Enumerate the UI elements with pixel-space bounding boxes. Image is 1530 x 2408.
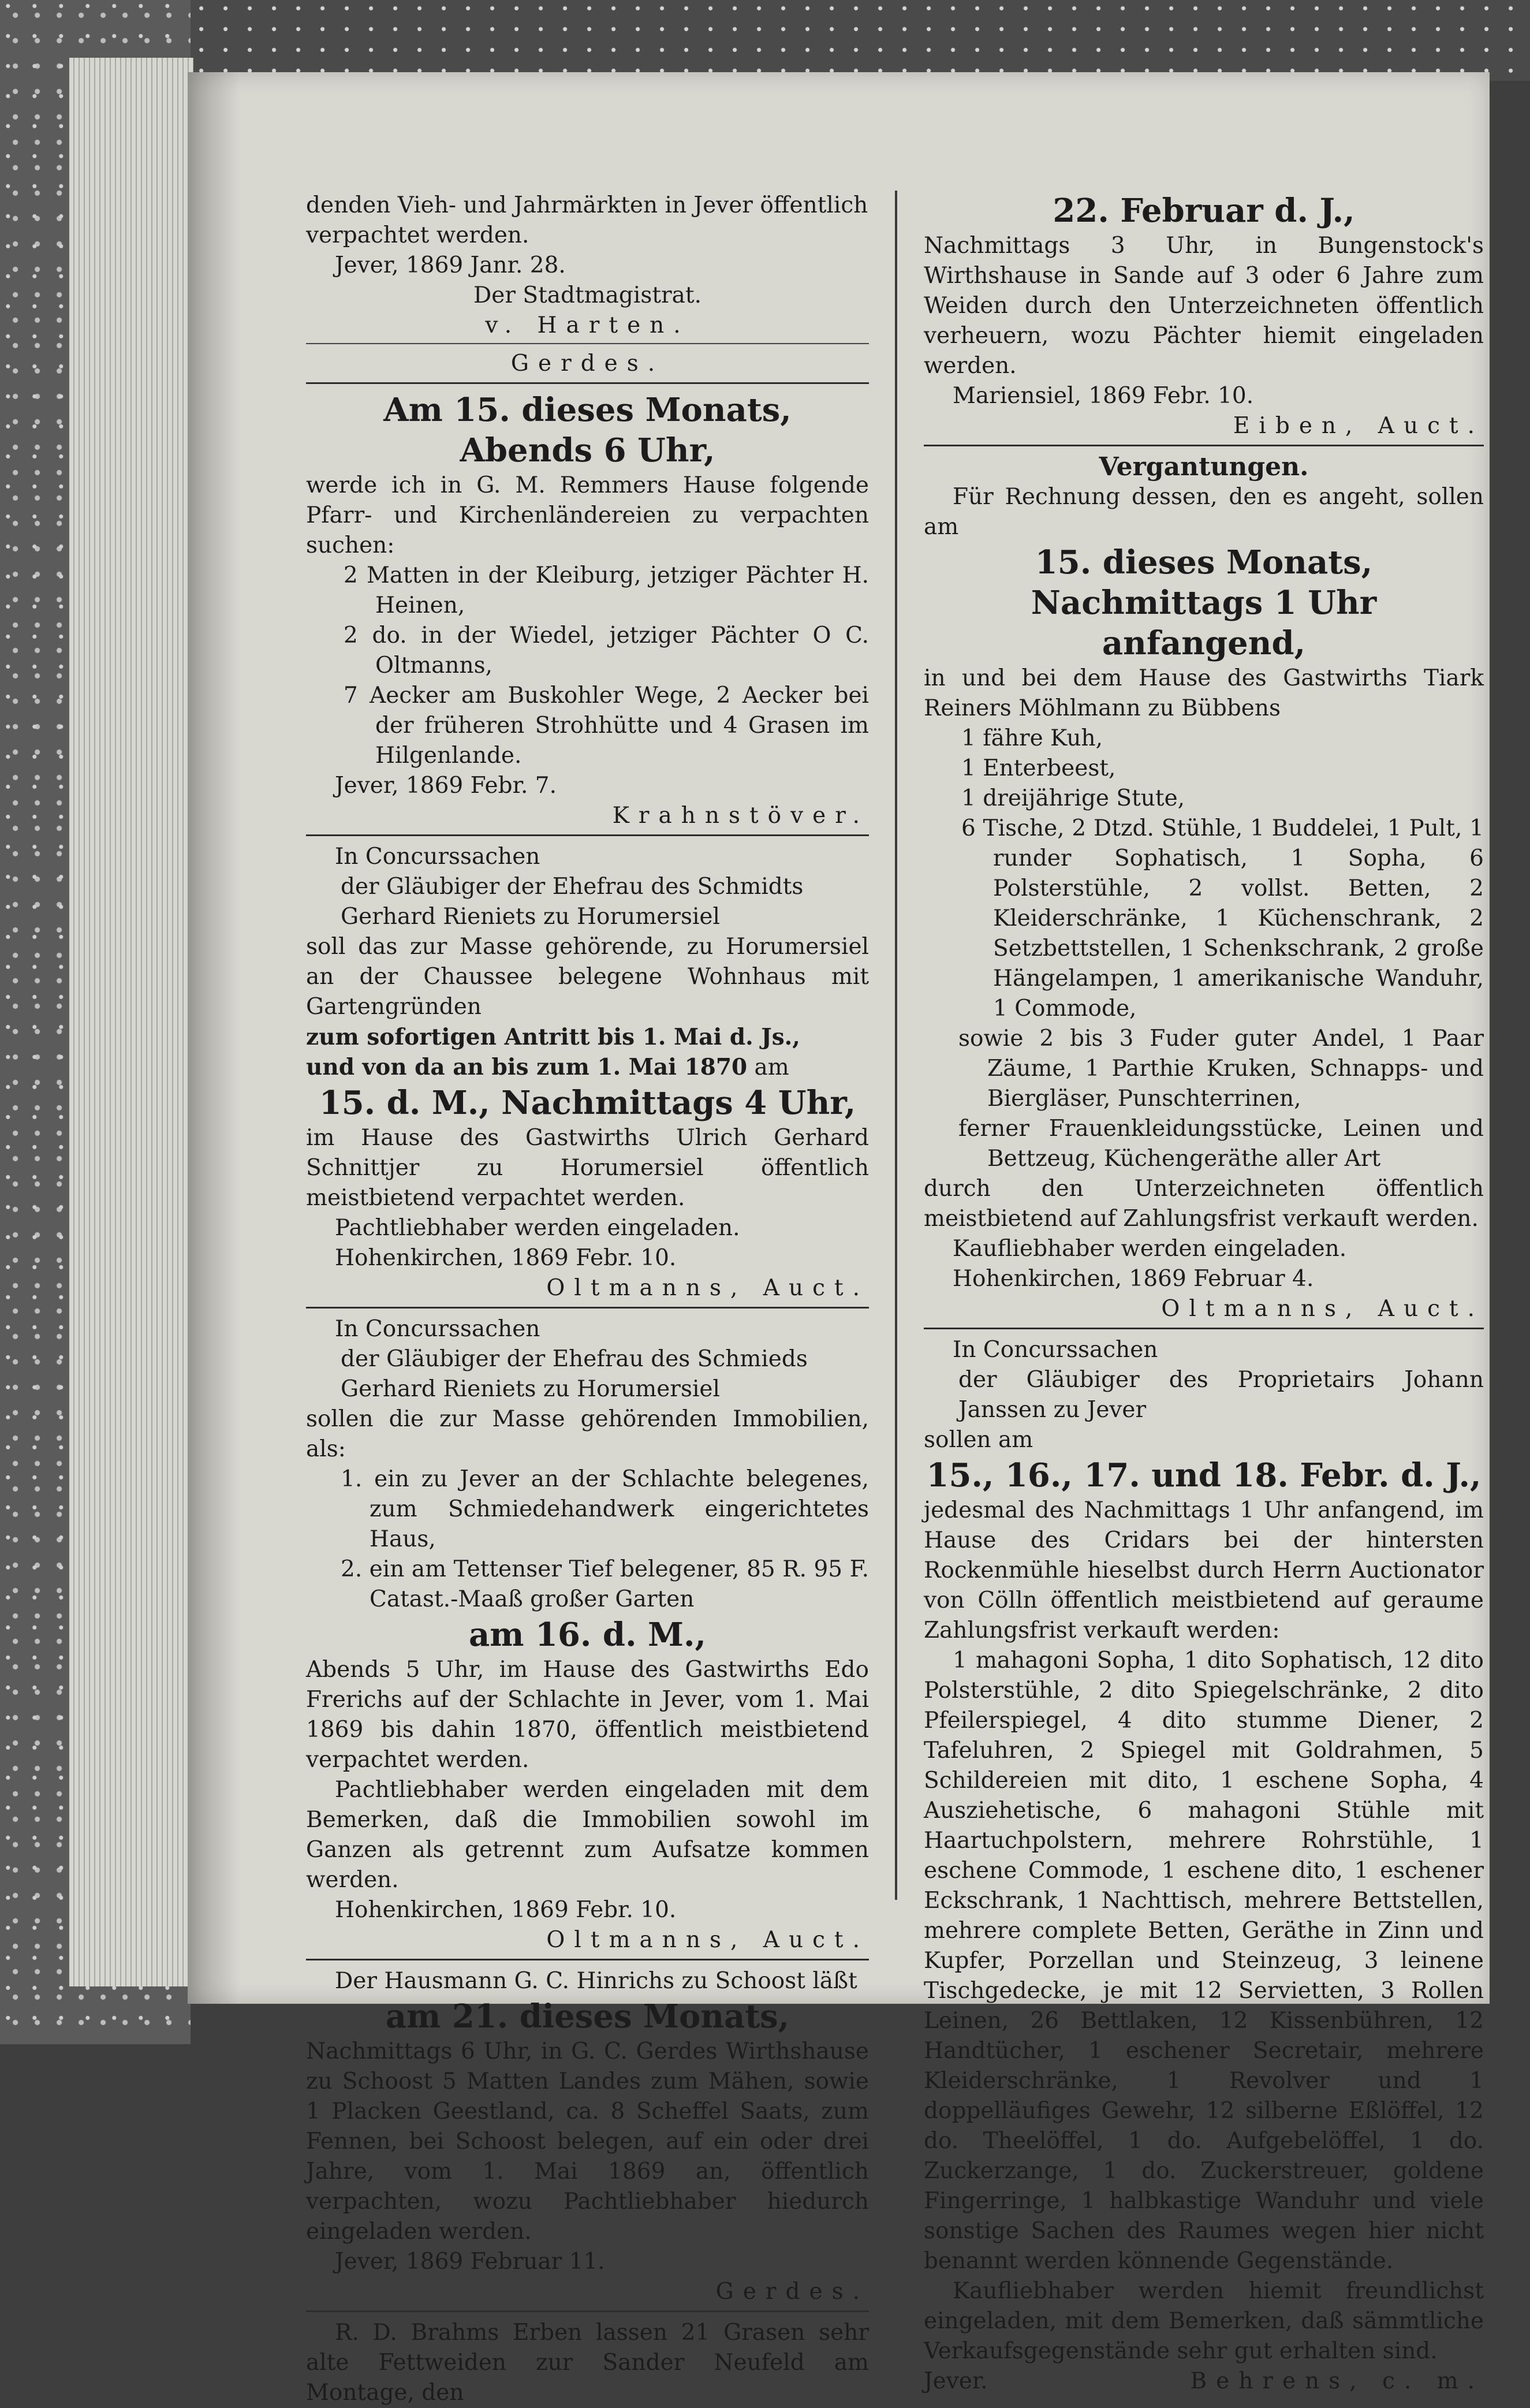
signature: Der Stadtmagistrat. [473, 282, 701, 308]
place-date: Jever, 1869 Februar 11. [335, 2249, 605, 2275]
notice-text: verpachtet werden. [306, 222, 529, 248]
divider [306, 343, 869, 344]
notice-concurs-immobilien [306, 1314, 869, 1955]
column-divider [895, 191, 897, 1900]
divider [306, 382, 869, 384]
notice-text: am [754, 1054, 789, 1080]
notice-text: denden Vieh- und Jahrmärkten in Jever öffentlich [306, 192, 868, 218]
place-date: Jever, 1869 Febr. 7. [335, 773, 557, 799]
list-item: 2 Matten in der Kleiburg, jetziger Pächter H. Heinen, [344, 562, 869, 618]
notice-text: werde ich in G. M. Remmers Hause folgende Pfarr- und Kirchenländereien zu verpachten suchen: [306, 472, 869, 558]
notice-text: soll das zur Masse gehörende, zu Horumersiel an der Chaussee belegene Wohnhaus mit Gartengründen [306, 934, 869, 1020]
notice-text: In Concurssachen [335, 1316, 540, 1342]
notice-text: sollen die zur Masse gehörenden Immobilien, als: [306, 1406, 869, 1462]
notice-market-lease [306, 191, 869, 379]
signature-line [924, 2366, 1484, 2396]
place-date: Jever, 1869 Janr. 28. [335, 252, 566, 278]
list-item: 6 Tische, 2 Dtzd. Stühle, 1 Buddelei, 1 Pult, 1 runder Sophatisch, 1 Sopha, 6 Polsterstühle, 2 vollst. Betten, 2 Kleiderschränke, 1 Küchenschrank, 2 Setzbettstellen, 1 Schenkschrank, 2 große Hängelampen, 1 amerikanische Wanduhr, 1 Commode, [961, 815, 1484, 1022]
notice-janssen-concurs [924, 1335, 1484, 2396]
notice-text: in und bei dem Hause des Gastwirths Tiark Reiners Möhlmann zu Bübbens [924, 665, 1484, 721]
notice-headline: Am 15. dieses Monats, [383, 391, 792, 429]
notice-text: ferner Frauenkleidungsstücke, Leinen und Bettzeug, Küchengeräthe aller Art [958, 1116, 1484, 1172]
list-item: 1. ein zu Jever an der Schlachte belegenes, zum Schmiedehandwerk eingerichtetes Haus, [341, 1466, 869, 1552]
notice-emphasis-line [306, 1052, 869, 1083]
notice-text: durch den Unterzeichneten öffentlich meistbietend auf Zahlungsfrist verkauft werden. [924, 1176, 1484, 1232]
divider [306, 834, 869, 836]
place-date: Hohenkirchen, 1869 Februar 4. [953, 1266, 1314, 1292]
place-date: Mariensiel, 1869 Febr. 10. [953, 383, 1254, 409]
notice-headline: 15. dieses Monats, [1035, 543, 1373, 582]
notice-text: Gerhard Rieniets zu Horumersiel [341, 1376, 720, 1402]
notice-invite: Pachtliebhaber werden eingeladen mit dem Bemerken, daß die Immobilien sowohl im Ganzen als getrennt zum Aufsatze kommen werden. [306, 1777, 869, 1893]
signature: Gerdes. [715, 2279, 869, 2305]
notice-text: Gerhard Rieniets zu Horumersiel [341, 904, 720, 930]
notice-headline: Abends 6 Uhr, [460, 431, 715, 469]
notice-moehlmann-auction [924, 482, 1484, 1324]
notice-text: Nachmittags 6 Uhr, in G. C. Gerdes Wirthshause zu Schoost 5 Matten Landes zum Mähen, sowie 1 Placken Geestland, ca. 8 Scheffel Saats, zum Fennen, bei Schoost belegen, auf ein oder drei Jahre, vom 1. Mai 1869 an, öffentlich verpachten, wozu Pachtliebhaber hiedurch eingeladen werden. [306, 2038, 869, 2245]
divider [924, 1328, 1484, 1329]
notice-headline: am 16. d. M., [468, 1616, 707, 1654]
place-date: Hohenkirchen, 1869 Febr. 10. [335, 1897, 677, 1923]
notice-sande-weiden [924, 191, 1484, 441]
spine-shadow [188, 72, 240, 2004]
divider [924, 445, 1484, 446]
notice-emphasis: und von da an bis zum 1. Mai 1870 [306, 1054, 748, 1080]
signature: Oltmanns, Auct. [1161, 1296, 1484, 1322]
book-cover-top [0, 0, 1530, 81]
list-item: 7 Aecker am Buskohler Wege, 2 Aecker bei der früheren Strohhütte und 4 Grasen im Hilgenlande. [344, 683, 869, 769]
notice-invite: Pachtliebhaber werden eingeladen. [335, 1215, 740, 1241]
place: Jever. [924, 2368, 988, 2394]
notice-concurs-house [306, 842, 869, 1303]
notice-text: In Concurssachen [953, 1337, 1158, 1363]
notice-invite: Kaufliebhaber werden hiemit freundlichst eingeladen, mit dem Bemerken, daß sämmtliche Verkaufsgegenstände sehr gut erhalten sind. [924, 2278, 1484, 2364]
signature: Behrens, c. m. [1190, 2368, 1484, 2394]
divider [306, 1307, 869, 1309]
notice-text: jedesmal des Nachmittags 1 Uhr anfangend, im Hause des Cridars bei der hintersten Rockenmühle hieselbst durch Herrn Auctionator von Cölln öffentlich meistbietend auf geraume Zahlungsfrist verkauft werden: [924, 1497, 1484, 1643]
list-item: 2. ein am Tettenser Tief belegener, 85 R. 95 F. Catast.-Maaß großer Garten [341, 1556, 869, 1612]
left-column [306, 191, 869, 2408]
signature: Gerdes. [510, 351, 665, 377]
notice-headline: 22. Februar d. J., [1053, 192, 1355, 230]
notice-text: der Gläubiger der Ehefrau des Schmidts [341, 874, 804, 900]
notice-text: R. D. Brahms Erben lassen 21 Grasen sehr alte Fettweiden zur Sander Neufeld am Montage, den [306, 2320, 869, 2406]
notice-brahms-fettweiden [306, 2318, 869, 2408]
notice-text: In Concurssachen [335, 844, 540, 870]
notice-text: sollen am [924, 1427, 1033, 1453]
notice-text: der Gläubiger der Ehefrau des Schmieds [341, 1346, 808, 1372]
notice-schoost-lease [306, 1966, 869, 2307]
signature: Krahnstöver. [612, 803, 869, 829]
notice-text: der Gläubiger des Proprietairs Johann Janssen zu Jever [958, 1367, 1484, 1423]
notice-headline: am 21. dieses Monats, [385, 1997, 790, 2036]
notice-text: Der Hausmann G. C. Hinrichs zu Schoost läßt [335, 1968, 857, 1994]
list-item: 1 Enterbeest, [961, 755, 1116, 781]
signature: Oltmanns, Auct. [546, 1275, 869, 1301]
signature: Oltmanns, Auct. [546, 1927, 869, 1953]
page-stack-edge [69, 58, 193, 1986]
place-date: Hohenkirchen, 1869 Febr. 10. [335, 1245, 677, 1271]
section-heading: Vergantungen. [1099, 452, 1309, 482]
notice-headline: Nachmittags 1 Uhr anfangend, [1031, 584, 1377, 662]
list-item: 2 do. in der Wiedel, jetziger Pächter O C. Oltmanns, [344, 622, 869, 679]
notice-text: Abends 5 Uhr, im Hause des Gastwirths Edo Frerichs auf der Schlachte in Jever, vom 1. Mai 1869 bis dahin 1870, öffentlich meistbietend verpachtet werden. [306, 1657, 869, 1773]
notice-church-lands [306, 390, 869, 831]
notice-text: im Hause des Gastwirths Ulrich Gerhard Schnittjer zu Horumersiel öffentlich meistbietend verpachtet werden. [306, 1125, 869, 1211]
list-item: 1 dreijährige Stute, [961, 785, 1185, 811]
divider [306, 2310, 869, 2312]
notice-headline: 15. d. M., Nachmittags 4 Uhr, [319, 1084, 856, 1122]
notice-text: Nachmittags 3 Uhr, in Bungenstock's Wirthshause in Sande auf 3 oder 6 Jahre zum Weiden durch den Unterzeichneten öffentlich verheuern, wozu Pächter hiemit eingeladen werden. [924, 233, 1484, 379]
list-item: 1 fähre Kuh, [961, 725, 1103, 751]
notice-invite: Kaufliebhaber werden eingeladen. [953, 1236, 1347, 1262]
divider [306, 1959, 869, 1960]
notice-emphasis: zum sofortigen Antritt bis 1. Mai d. Js., [306, 1024, 800, 1050]
signature: Eiben, Auct. [1233, 413, 1484, 439]
right-column [924, 191, 1484, 2396]
notice-headline: 15., 16., 17. und 18. Febr. d. J., [926, 1456, 1482, 1494]
notice-text: sowie 2 bis 3 Fuder guter Andel, 1 Paar Zäume, 1 Parthie Kruken, Schnapps- und Biergläser, Punschterrinen, [958, 1026, 1484, 1112]
signature: v. Harten. [485, 312, 690, 338]
notice-text: Für Rechnung dessen, den es angeht, sollen am [924, 484, 1484, 540]
item-list: 1 mahagoni Sopha, 1 dito Sophatisch, 12 dito Polsterstühle, 2 dito Spiegelschränke, 2 dito Pfeilerspiegel, 4 dito stumme Diener, 2 Tafeluhren, 2 Spiegel mit Goldrahmen, 5 Schildereien mit dito, 1 eschene Sopha, 4 Ausziehetische, 6 mahagoni Stühle mit Haartuchpolstern, mehrere Rohrstühle, 1 eschene Commode, 1 eschene dito, 1 eschener Eckschrank, 1 Nachttisch, mehrere Bettstellen, mehrere complete Betten, Geräthe in Zinn und Kupfer, Porzellan und Steinzeug, 3 leinene Tischgedecke, je mit 12 Servietten, 3 Rollen Leinen, 26 Bettlaken, 12 Kissenbühren, 12 Handtücher, 1 eschener Secretair, mehrere Kleiderschränke, 1 Revolver und 1 doppelläufiges Gewehr, 12 silberne Eßlöffel, 12 do. Theelöffel, 1 do. Aufgebelöffel, 1 do. Zuckerzange, 1 do. Zuckerstreuer, goldene Fingerringe, 1 halbkastige Wanduhr und viele sonstige Sachen des Raumes wegen hier nicht benannt werden könnende Gegenstände. [924, 1647, 1484, 2274]
